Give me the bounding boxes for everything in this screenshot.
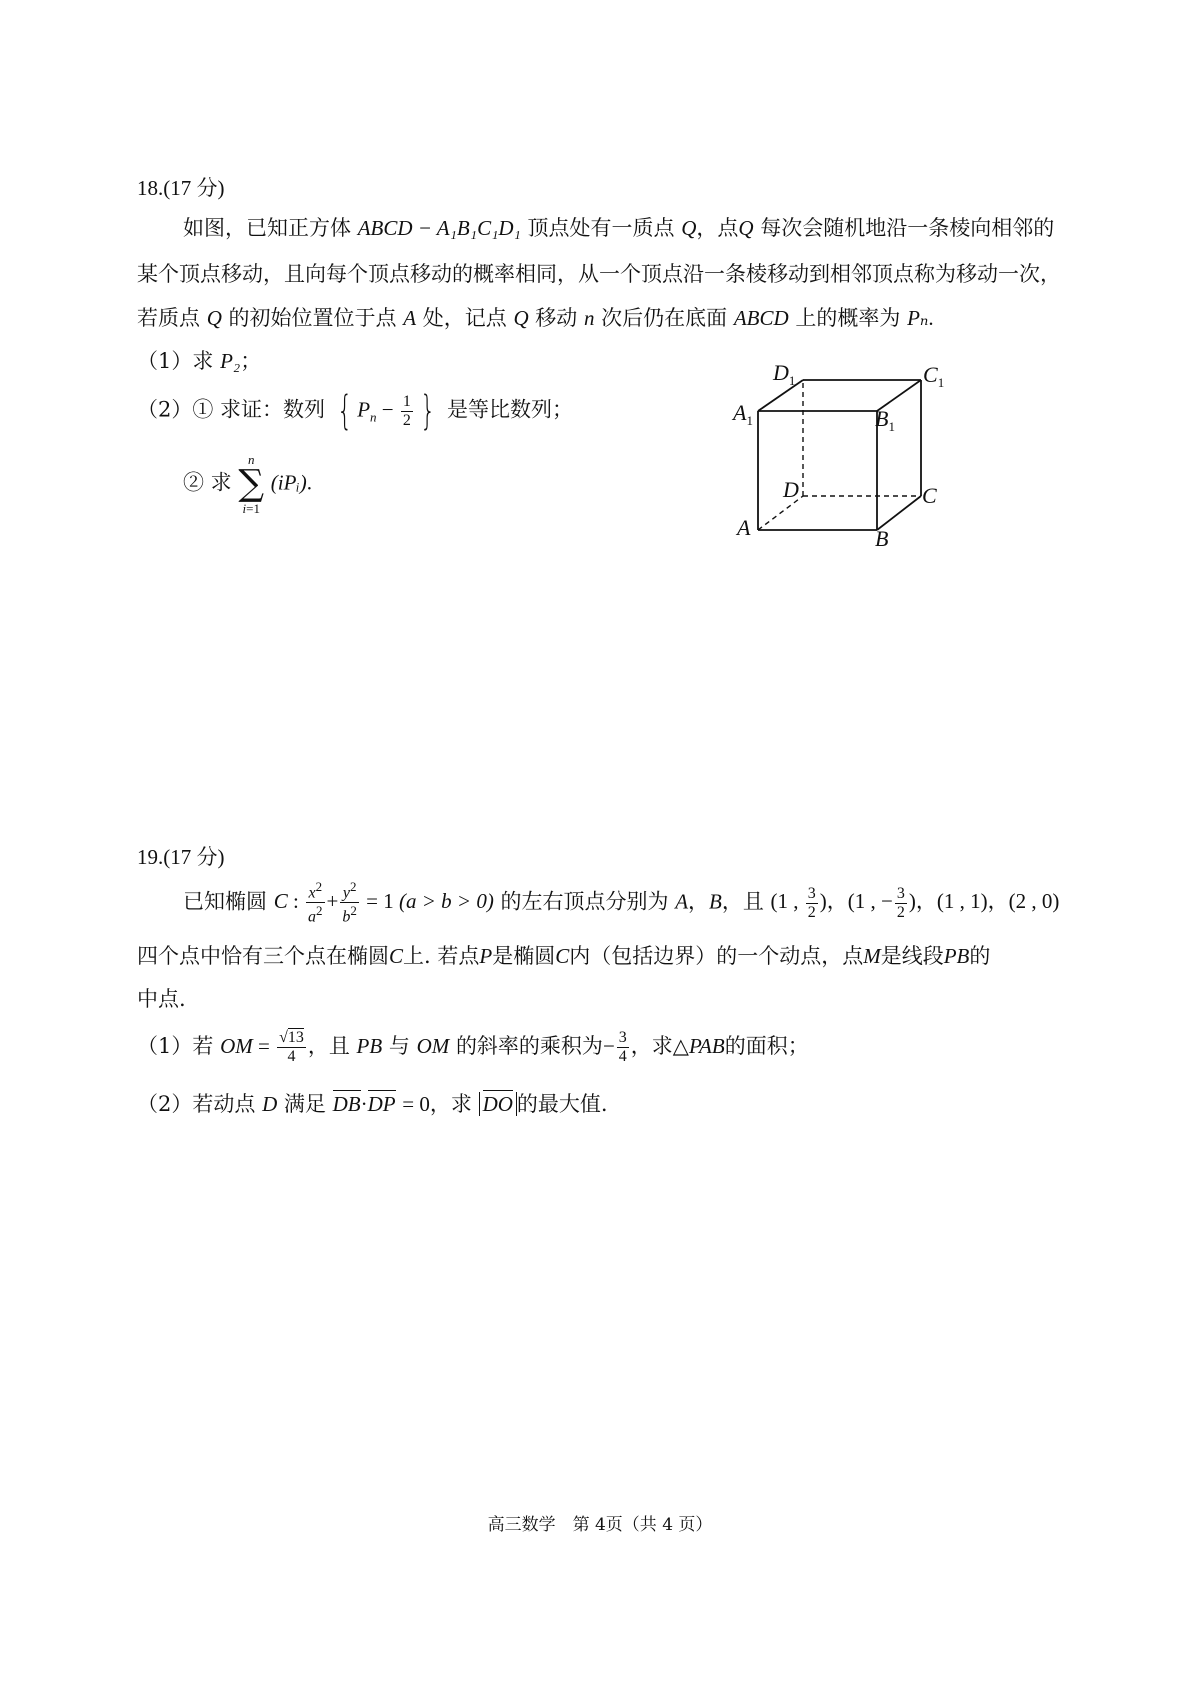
vector-DP: DP <box>367 1092 396 1116</box>
vertex-label-B1: $B_1$ <box>875 406 895 434</box>
q18-part2: （2）① 求证：数列 { $P_n$ − $\frac{1}{2}$ } 是等比数列； <box>137 388 573 434</box>
vertex-label-C: C <box>922 483 937 508</box>
q19-stem-line1: 已知椭圆 C : $\frac{x^2}{a^2}$ + $\frac{y^2}{b^2}$ = 1 (a > b > 0) 的左右顶点分别为 A，B，且 (1 , $\frac{3}{2}$ )，(1 , − $\frac{3}{2}$ )，(1 , 1)，(2 , 0) <box>183 879 1060 926</box>
vertex-label-C1: $C_1$ <box>923 362 945 390</box>
vertex-label-B: B <box>875 526 889 550</box>
q19-heading: 19.(17 分) <box>137 845 225 869</box>
q19-stem-line3: 中点. <box>137 987 186 1011</box>
q19-part1: （1）若 OM = $\frac{√13}{4}$ ，且 PB 与 OM 的斜率的乘积为− $\frac{3}{4}$ ，求△PAB的面积； <box>137 1029 809 1065</box>
ellipse-equation: C : $\frac{x^2}{a^2}$ + $\frac{y^2}{b^2}$ = 1 (a > b > 0) <box>273 879 494 926</box>
summation-symbol: n ∑ i=1 <box>238 452 265 516</box>
q19-stem-line2: 四个点中恰有三个点在椭圆C上. 若点P是椭圆C内（包括边界）的一个动点，点M是线段PB的 <box>137 944 991 968</box>
q19-part2: （2）若动点 D 满足 DB·DP = 0，求 DO 的最大值. <box>137 1092 608 1116</box>
vector-DB: DB <box>332 1092 361 1116</box>
q18-heading: 18.(17 分) <box>137 176 225 200</box>
q18-part2b: ② 求 n ∑ i=1 (iPᵢ). <box>183 452 312 516</box>
sequence-expression: { $P_n$ − $\frac{1}{2}$ } <box>336 388 436 434</box>
slope-product: $\frac{3}{4}$ <box>618 1029 627 1065</box>
q18-stem-line3: 若质点 Q 的初始位置位于点 A 处，记点 Q 移动 n 次后仍在底面 ABCD 上的概率为 Pₙ. <box>137 306 934 330</box>
vertex-label-A1: $A_1$ <box>733 400 753 428</box>
q18-stem-line2: 某个顶点移动，且向每个顶点移动的概率相同，从一个顶点沿一条棱移动到相邻顶点称为移动一次， <box>137 262 1061 286</box>
vector-DO: DO <box>482 1092 513 1116</box>
vertex-label-D: D <box>783 477 799 502</box>
page-footer: 高三数学 第 4页（共 4 页） <box>487 1515 713 1535</box>
cube-figure <box>725 360 965 550</box>
vertex-label-A: A <box>737 515 751 540</box>
candidate-points: (1 , $\frac{3}{2}$ )，(1 , − $\frac{3}{2}$ )，(1 , 1)，(2 , 0) <box>770 885 1060 922</box>
vertex-label-D1: $D_1$ <box>773 360 796 388</box>
edge-CB <box>877 496 921 530</box>
cube-name: ABCD − A₁B₁C₁D₁ <box>357 216 521 240</box>
om-length: $\frac{√13}{4}$ <box>279 1029 304 1065</box>
q18-stem-line1: 如图，已知正方体 ABCD − A₁B₁C₁D₁ 顶点处有一质点 Q，点Q 每次会随机地沿一条棱向相邻的 <box>183 216 1055 240</box>
q18-part1: （1）求 P₂； <box>137 349 262 373</box>
